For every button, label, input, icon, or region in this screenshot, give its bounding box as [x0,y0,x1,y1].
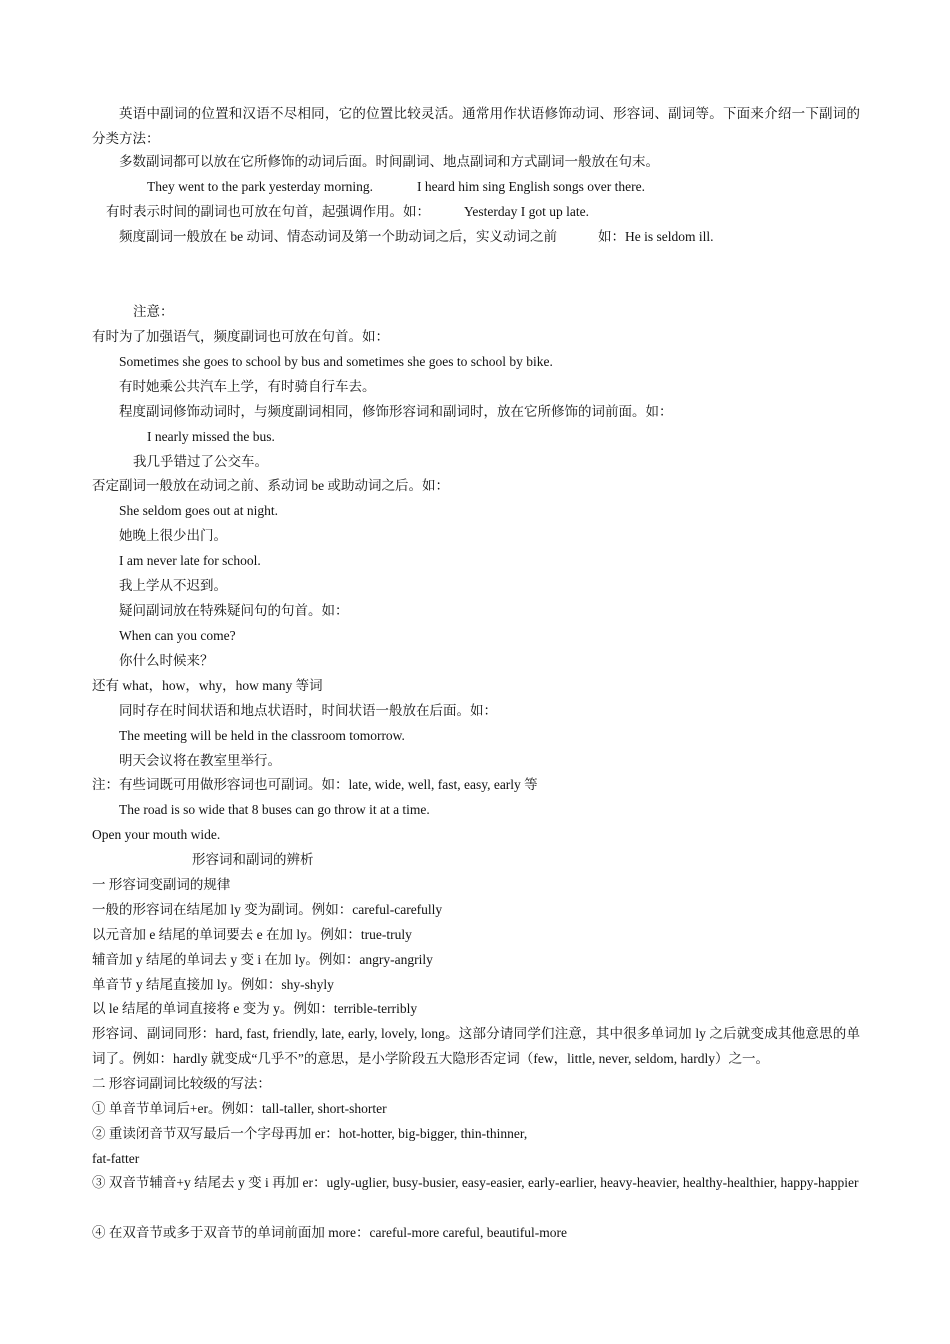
rule-consonant-y: 辅音加 y 结尾的单词去 y 变 i 在加 ly。例如：angry-angrily [92,952,433,967]
section-two-title: 二 形容词副词比较级的写法： [92,1076,271,1091]
translation-when: 你什么时候来？ [119,653,214,668]
intro-paragraph: 英语中副词的位置和汉语不尽相同，它的位置比较灵活。通常用作状语修饰动词、形容词、副词等。下面来介绍一下副词的分类方法： [92,106,860,146]
example-when: When can you come? [119,628,236,643]
rule-monosyllable-y: 单音节 y 结尾直接加 ly。例如：shy-shyly [92,977,334,992]
emphasis-rule: 有时为了加强语气，频度副词也可放在句首。如： [92,329,389,344]
translation-seldom: 她晚上很少出门。 [119,528,227,543]
translation-meeting: 明天会议将在教室里举行。 [119,753,281,768]
degree-rule: 程度副词修饰动词时，与频度副词相同，修饰形容词和副词时，放在它所修饰的词前面。如： [119,404,673,419]
interrogative-rule: 疑问副词放在特殊疑问句的句首。如： [119,603,349,618]
example-sing: I heard him sing English songs over there. [417,179,645,194]
example-mouth: Open your mouth wide. [92,827,221,842]
negative-rule: 否定副词一般放在动词之前、系动词 be 或助动词之后。如： [92,478,449,493]
time-place-rule: 同时存在时间状语和地点状语时，时间状语一般放在后面。如： [119,703,497,718]
both-forms-note: 注：有些词既可用做形容词也可副词。如：late, wide, well, fast, easy, early 等 [92,777,538,792]
section-heading: 形容词和副词的辨析 [192,852,314,867]
frequency-example: 如：He is seldom ill. [598,229,714,244]
translation-nearly: 我几乎错过了公交车。 [133,454,268,469]
comparative-rule-2: ② 重读闭音节双写最后一个字母再加 er：hot-hotter, big-bigger, thin-thinner, [92,1126,528,1141]
example-nearly: I nearly missed the bus. [147,429,275,444]
rule-ly: 一般的形容词在结尾加 ly 变为副词。例如：careful-carefully [92,902,443,917]
comparative-rule-1: ① 单音节单词后+er。例如：tall-taller, short-shorter [92,1101,387,1116]
translation-never: 我上学从不迟到。 [119,578,227,593]
note-label: 注意： [133,304,174,319]
also-words: 还有 what，how，why，how many 等词 [92,678,323,693]
section-one-title: 一 形容词变副词的规律 [92,877,231,892]
comparative-rule-3: ③ 双音节辅音+y 结尾去 y 变 i 再加 er：ugly-uglier, busy-busier, easy-easier, early-earlier, heavy-heavier, healthy-healthier, happy-happier [92,1175,859,1190]
rule-le: 以 le 结尾的单词直接将 e 变为 y。例如：terrible-terribly [92,1001,418,1016]
translation-sometimes: 有时她乘公共汽车上学，有时骑自行车去。 [119,379,376,394]
comparative-rule-4: ④ 在双音节或多于双音节的单词前面加 more：careful-more careful, beautiful-more [92,1225,567,1240]
example-sometimes: Sometimes she goes to school by bus and sometimes she goes to school by bike. [119,354,553,369]
same-form-paragraph: 形容词、副词同形：hard, fast, friendly, late, early, lovely, long。这部分请同学们注意，其中很多单词加 ly 之后就变成其他意思的单词了。例如：hardly 就变成“几乎不”的意思，是小学阶段五大隐形否定词（few，little, never, seldom, hardly）之一。 [92,1026,860,1066]
example-yesterday: Yesterday I got up late. [464,204,589,219]
frequency-rule: 频度副词一般放在 be 动词、情态动词及第一个助动词之后，实义动词之前 [119,229,557,244]
time-front-rule: 有时表示时间的副词也可放在句首，起强调作用。如： [106,204,430,219]
example-never: I am never late for school. [119,553,261,568]
example-meeting: The meeting will be held in the classroom tomorrow. [119,728,405,743]
example-seldom: She seldom goes out at night. [119,503,278,518]
intro-position-rule: 多数副词都可以放在它所修饰的动词后面。时间副词、地点副词和方式副词一般放在句末。 [119,154,659,169]
rule-vowel-e: 以元音加 e 结尾的单词要去 e 在加 ly。例如：true-truly [92,927,412,942]
example-park: They went to the park yesterday morning. [147,179,374,194]
comparative-rule-2-cont: fat-fatter [92,1151,140,1166]
example-road: The road is so wide that 8 buses can go throw it at a time. [119,802,430,817]
